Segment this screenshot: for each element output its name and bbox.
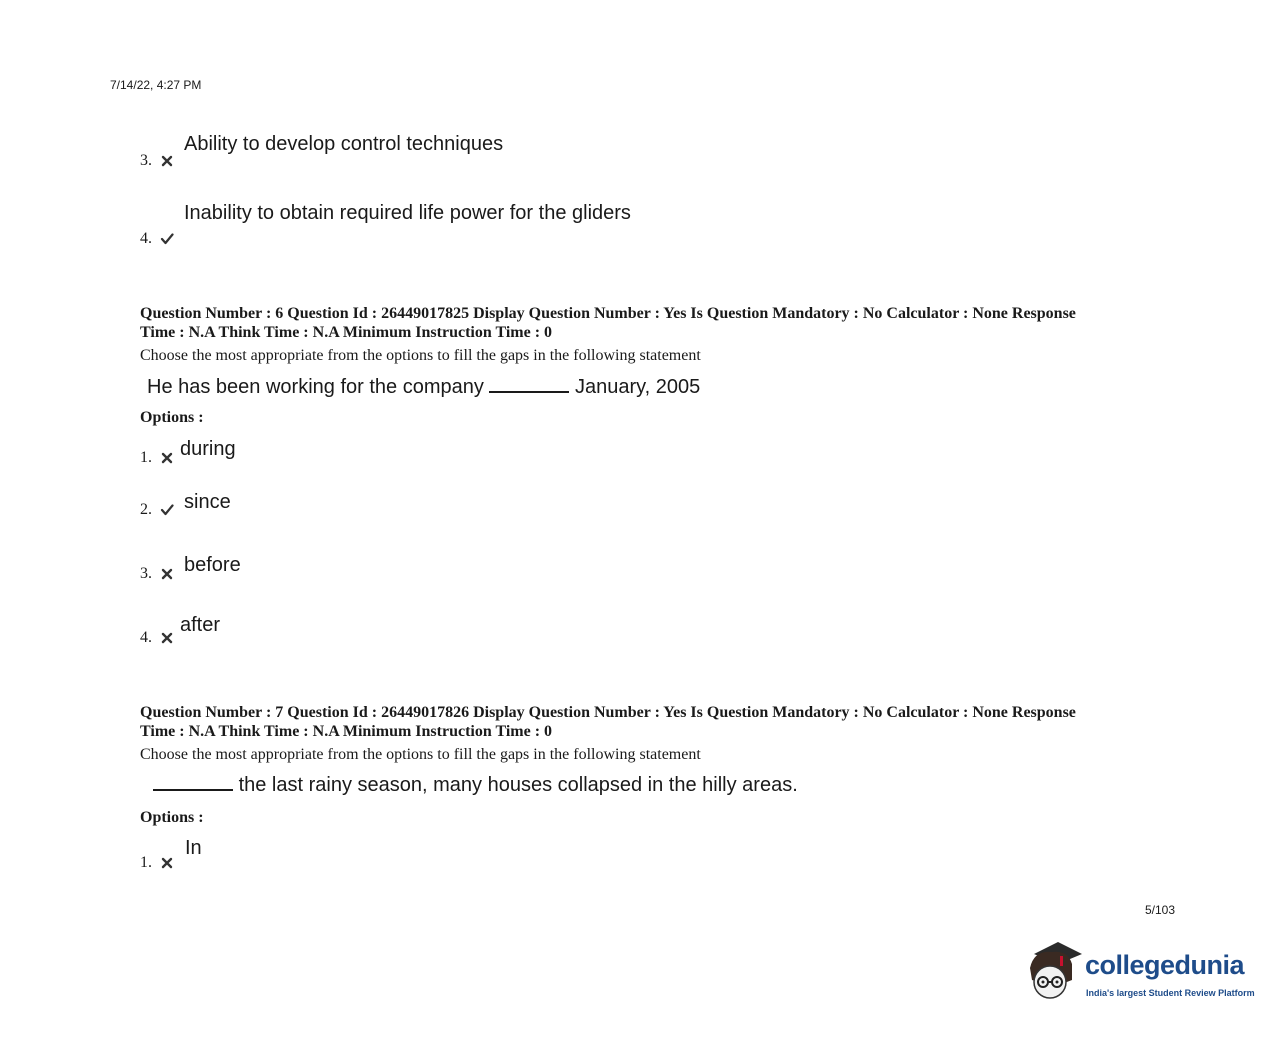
option-row [140, 449, 174, 467]
check-icon [160, 503, 174, 517]
question-instruction: Choose the most appropriate from the options to fill the gaps in the following statement [140, 347, 701, 364]
option-text: during [180, 438, 236, 460]
blank-line [153, 771, 233, 791]
cross-icon [160, 451, 174, 465]
question-meta-line: Question Number : 7 Question Id : 26449017826 Display Question Number : Yes Is Question Mandatory : No Calculator : None Response [140, 704, 1076, 721]
statement-part: January, 2005 [574, 376, 701, 398]
option-number: 1. [140, 854, 152, 871]
option-row [140, 565, 174, 583]
brand-tagline: India's largest Student Review Platform [1086, 988, 1255, 998]
check-icon [160, 232, 174, 246]
option-text: after [180, 614, 221, 636]
question-meta-line: Time : N.A Think Time : N.A Minimum Instruction Time : 0 [140, 723, 553, 740]
question-meta [140, 703, 1170, 741]
option-text: before [184, 554, 241, 576]
question-meta [140, 304, 1170, 342]
option-text: Ability to develop control techniques [184, 133, 504, 155]
question-statement [147, 373, 700, 399]
cross-icon [160, 567, 174, 581]
mascot-logo-icon [1024, 940, 1086, 1006]
print-timestamp: 7/14/22, 4:27 PM [110, 78, 202, 92]
question-meta-line: Question Number : 6 Question Id : 26449017825 Display Question Number : Yes Is Question Mandatory : No Calculator : None Response [140, 305, 1076, 322]
blank-line [489, 373, 569, 393]
brand-name: collegedunia [1085, 950, 1245, 980]
cross-icon [160, 631, 174, 645]
option-number: 4. [140, 629, 152, 646]
statement-part: He has been working for the company [147, 376, 484, 398]
option-row [140, 230, 174, 248]
option-text: since [184, 491, 231, 513]
option-number: 3. [140, 152, 152, 169]
option-row [140, 501, 174, 519]
option-number: 2. [140, 501, 152, 518]
question-instruction: Choose the most appropriate from the options to fill the gaps in the following statement [140, 746, 701, 763]
option-number: 4. [140, 230, 152, 247]
option-number: 1. [140, 449, 152, 466]
option-row [140, 854, 174, 872]
statement-part: the last rainy season, many houses collapsed in the hilly areas. [238, 774, 798, 796]
cross-icon [160, 856, 174, 870]
option-text: In [185, 837, 202, 859]
option-number: 3. [140, 565, 152, 582]
options-label: Options : [140, 409, 204, 426]
options-label: Options : [140, 809, 204, 826]
question-meta-line: Time : N.A Think Time : N.A Minimum Instruction Time : 0 [140, 324, 553, 341]
option-row [140, 152, 174, 170]
question-statement [153, 771, 798, 797]
option-row [140, 629, 174, 647]
option-text: Inability to obtain required life power for the gliders [184, 202, 631, 224]
cross-icon [160, 154, 174, 168]
page-number: 5/103 [1145, 903, 1176, 917]
